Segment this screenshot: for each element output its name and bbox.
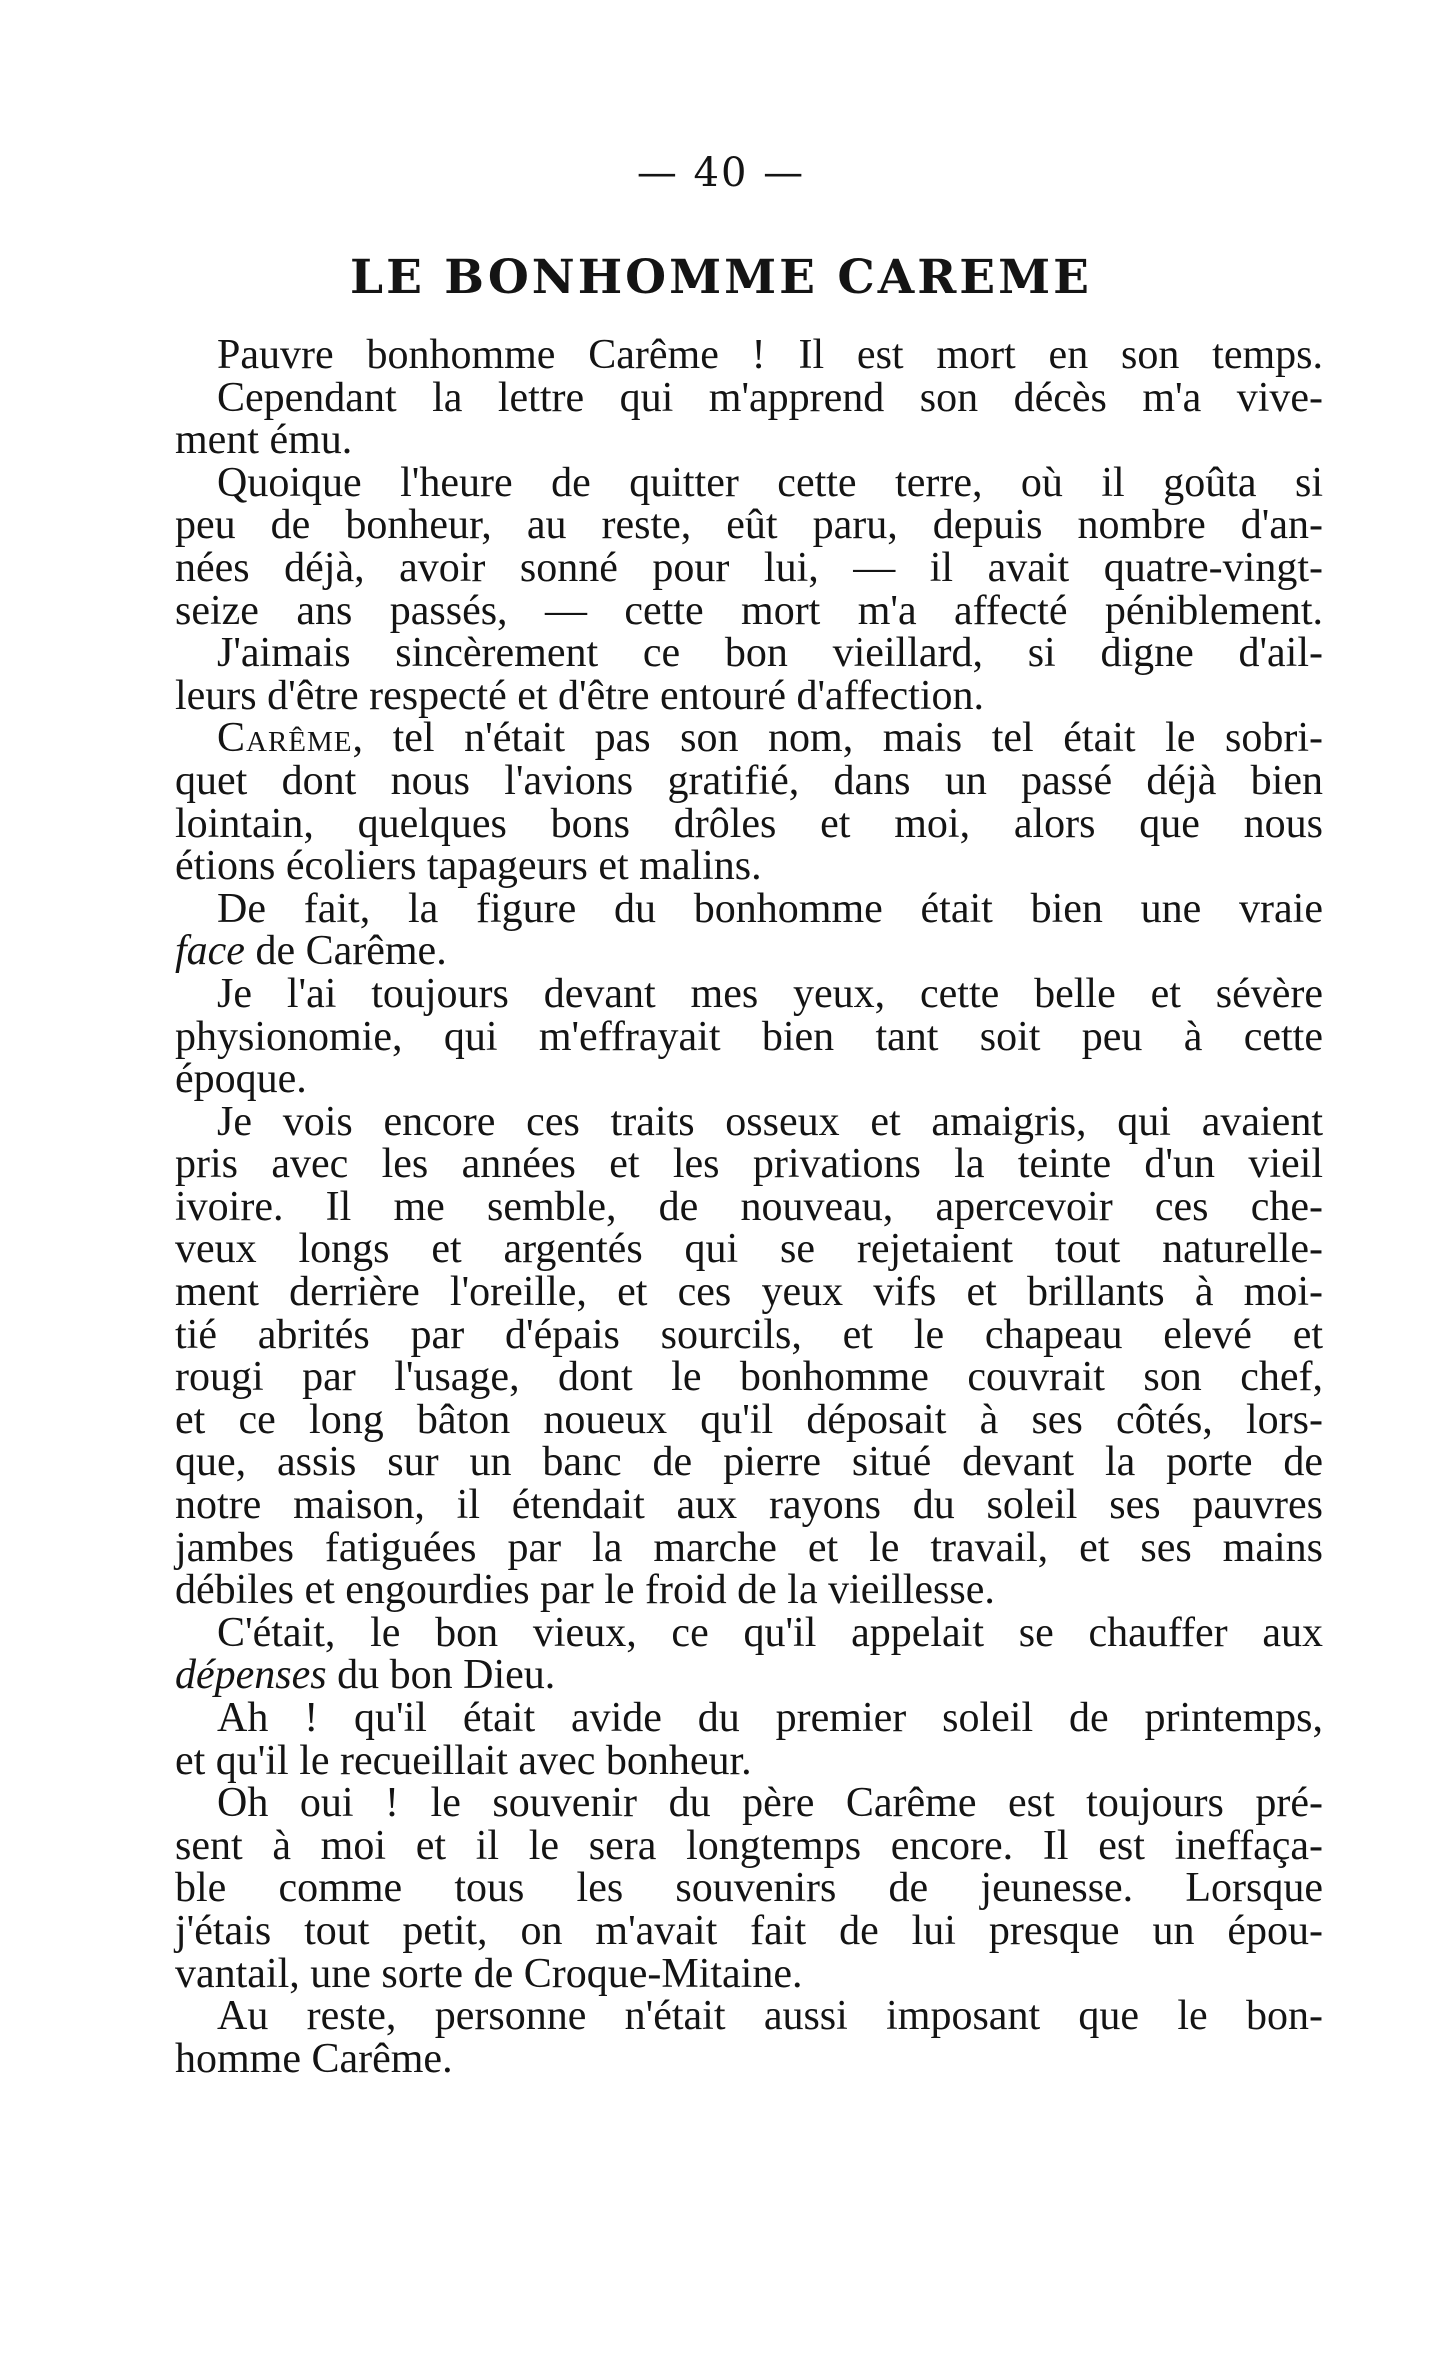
- text-line: ment derrière l'oreille, et ces yeux vifs et brillants à moi-: [175, 1269, 1323, 1316]
- text-line: [175, 717, 1323, 760]
- text-line: j'étais tout petit, on m'avait fait de lui presque un épou-: [175, 1907, 1323, 1954]
- text-line: débiles et engourdies par le froid de la vieillesse.: [175, 1567, 995, 1614]
- text-line: Je l'ai toujours devant mes yeux, cette belle et sévère: [217, 970, 1323, 1017]
- text-line: veux longs et argentés qui se rejetaient tout naturelle-: [175, 1226, 1323, 1273]
- chapter-title: LE BONHOMME CAREME: [350, 250, 1092, 305]
- text-line: De fait, la figure du bonhomme était bien une vraie: [217, 885, 1323, 932]
- text-line: Pauvre bonhomme Carême ! Il est mort en son temps.: [217, 332, 1323, 378]
- text-line: nées déjà, avoir sonné pour lui, — il avait quatre-vingt-: [175, 544, 1323, 591]
- text-line: Oh oui ! le souvenir du père Carême est toujours pré-: [217, 1780, 1323, 1827]
- text-line: J'aimais sincèrement ce bon vieillard, si digne d'ail-: [217, 630, 1323, 677]
- text-line: quet dont nous l'avions gratifié, dans un passé déjà bien: [175, 757, 1323, 804]
- text-line: et ce long bâton noueux qu'il déposait à ses côtés, lors-: [175, 1396, 1323, 1443]
- small-caps-text: Carême: [217, 715, 353, 762]
- text-line: Je vois encore ces traits osseux et amaigris, qui avaient: [217, 1098, 1323, 1145]
- text-line: et qu'il le recueillait avec bonheur.: [175, 1737, 752, 1784]
- text-line: étions écoliers tapageurs et malins.: [175, 843, 762, 890]
- text-line: ivoire. Il me semble, de nouveau, apercevoir ces che-: [175, 1183, 1323, 1230]
- text-line: Ah ! qu'il était avide du premier soleil de printemps,: [217, 1695, 1323, 1741]
- text-line: ble comme tous les souvenirs de jeunesse. Lorsque: [175, 1865, 1323, 1912]
- text-line: jambes fatiguées par la marche et le travail, et ses mains: [175, 1524, 1323, 1571]
- text-line: pris avec les années et les privations la teinte d'un vieil: [175, 1141, 1323, 1188]
- text-line: Au reste, personne n'était aussi imposant que le bon-: [217, 1993, 1323, 2040]
- body-text: [175, 334, 1323, 2080]
- italic-text: dépenses: [175, 1652, 327, 1699]
- text-run: de Carême.: [244, 928, 447, 975]
- text-line: sent à moi et il le sera longtemps encore. Il est ineffaça-: [175, 1822, 1323, 1869]
- text-line: ment ému.: [175, 417, 353, 464]
- text-line: Quoique l'heure de quitter cette terre, où il goûta si: [217, 459, 1323, 506]
- text-line: [175, 930, 1323, 973]
- text-line: vantail, une sorte de Croque-Mitaine.: [175, 1950, 803, 1997]
- text-line: C'était, le bon vieux, ce qu'il appelait se chauffer aux: [217, 1609, 1323, 1656]
- text-line: peu de bonheur, au reste, eût paru, depuis nombre d'an-: [175, 502, 1323, 549]
- text-line: époque.: [175, 1056, 307, 1103]
- text-line: homme Carême.: [175, 2035, 453, 2082]
- text-line: tié abrités par d'épais sourcils, et le chapeau elevé et: [175, 1311, 1323, 1358]
- page-number: — 40 —: [636, 150, 806, 196]
- text-line: [175, 1654, 1323, 1697]
- text-run: , tel n'était pas son nom, mais tel était le sobri-: [352, 715, 1323, 762]
- text-line: leurs d'être respecté et d'être entouré d'affection.: [175, 672, 985, 719]
- text-line: que, assis sur un banc de pierre situé devant la porte de: [175, 1439, 1323, 1486]
- text-line: notre maison, il étendait aux rayons du soleil ses pauvres: [175, 1482, 1323, 1529]
- text-line: lointain, quelques bons drôles et moi, alors que nous: [175, 800, 1323, 847]
- text-run: du bon Dieu.: [326, 1652, 556, 1699]
- text-line: seize ans passés, — cette mort m'a affecté péniblement.: [175, 587, 1323, 634]
- text-line: Cependant la lettre qui m'apprend son décès m'a vive-: [217, 374, 1323, 421]
- italic-text: face: [175, 928, 245, 975]
- text-line: rougi par l'usage, dont le bonhomme couvrait son chef,: [175, 1354, 1323, 1401]
- text-line: physionomie, qui m'effrayait bien tant soit peu à cette: [175, 1013, 1323, 1060]
